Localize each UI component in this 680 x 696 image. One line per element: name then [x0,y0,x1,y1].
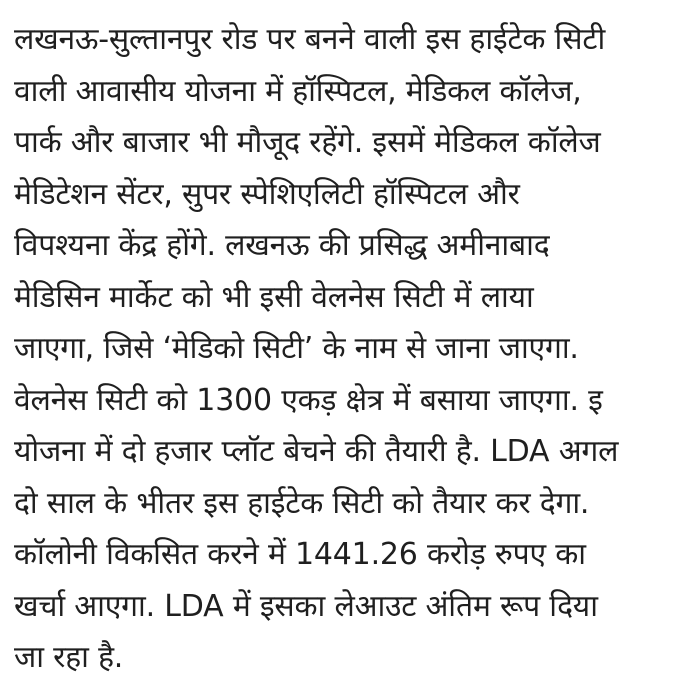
article-line: कॉलोनी विकसित करने में 1441.26 करोड़ रुपए का [14,537,586,572]
article-line: वेलनेस सिटी को 1300 एकड़ क्षेत्र में बसाया जाएगा. इ [14,382,603,418]
article-line: मेडिटेशन सेंटर, सुपर स्पेशिएलिटी हॉस्पिटल और [14,176,520,212]
article-line: विपश्यना केंद्र होंगे. लखनऊ की प्रसिद्ध अमीनाबाद [14,228,550,263]
article-line: मेडिसिन मार्केट को भी इसी वेलनेस सिटी में लाया [14,279,534,315]
article-line: वाली आवासीय योजना में हॉस्पिटल, मेडिकल कॉलेज, [14,73,582,109]
article-text [14,14,680,684]
article-line: लखनऊ-सुल्तानपुर रोड पर बनने वाली इस हाईटेक सिटी [14,22,606,57]
article-line: पार्क और बाजार भी मौजूद रहेंगे. इसमें मेडिकल कॉलेज [14,125,601,160]
article-line: योजना में दो हजार प्लॉट बेचने की तैयारी है. LDA अगल [14,434,619,469]
article-line: जाएगा, जिसे ‘मेडिको सिटी’ के नाम से जाना जाएगा. [14,331,579,366]
article-line: दो साल के भीतर इस हाईटेक सिटी को तैयार कर देगा. [14,485,590,521]
article-line: खर्चा आएगा. LDA में इसका लेआउट अंतिम रूप दिया [14,588,598,624]
article-line: जा रहा है. [14,640,124,675]
